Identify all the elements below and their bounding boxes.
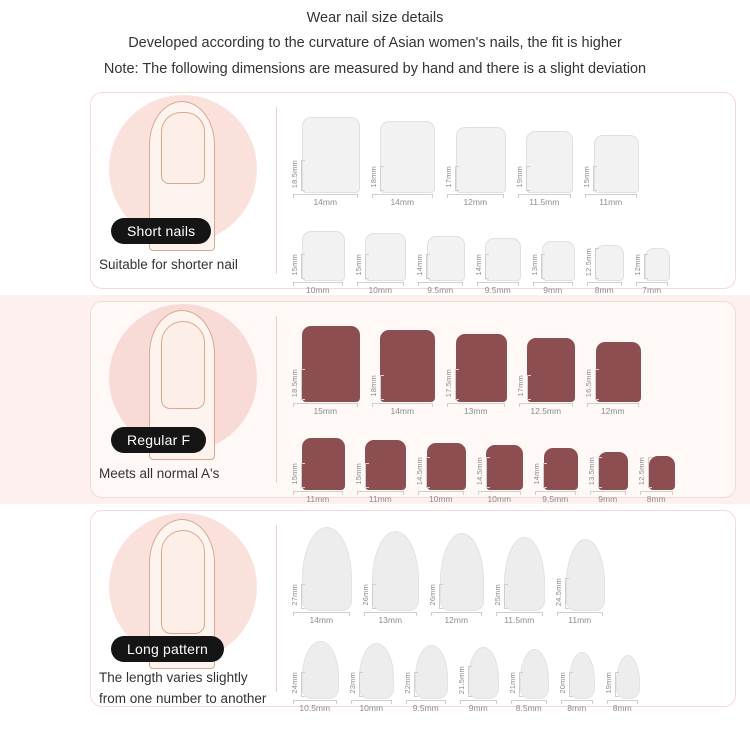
nail-tip xyxy=(569,652,595,699)
size-cell xyxy=(531,241,575,295)
nail-width-label: 9.5mm xyxy=(427,285,454,296)
size-cell xyxy=(588,452,629,504)
nail-width-label-wrap xyxy=(585,406,641,416)
nail-tip xyxy=(302,641,339,699)
nail-width-label-wrap xyxy=(355,285,407,295)
size-cell xyxy=(370,330,436,416)
size-cell xyxy=(291,117,360,207)
nail-tip xyxy=(440,533,484,611)
nail-tip xyxy=(365,440,406,490)
nail-width-label-wrap xyxy=(517,406,576,416)
nail-tip xyxy=(527,338,575,402)
nail-width-label: 9.5mm xyxy=(542,494,569,505)
badge-regular-nails: Regular F xyxy=(111,427,206,453)
page-title: Wear nail size details xyxy=(306,10,444,26)
nail-height-label: 13mm xyxy=(530,254,539,277)
nail-tip xyxy=(302,438,345,490)
nail-width-label-wrap xyxy=(349,703,395,713)
nail-tip xyxy=(596,342,641,402)
nail-width-label-wrap xyxy=(585,285,625,295)
nail-tip xyxy=(485,238,521,281)
size-row xyxy=(291,103,727,207)
nail-height-label: 27mm xyxy=(290,584,299,607)
nail-width-label-wrap xyxy=(291,494,345,504)
nail-tip xyxy=(520,649,549,699)
nail-height-label: 24.5mm xyxy=(554,577,563,607)
nail-width-label-wrap xyxy=(362,615,420,625)
nail-width-label-wrap xyxy=(476,494,524,504)
nail-width-label: 14mm xyxy=(313,197,338,208)
size-cell xyxy=(516,131,574,207)
nail-width-label: 12.5mm xyxy=(530,406,562,417)
nail-width-label: 14mm xyxy=(390,406,415,417)
size-row xyxy=(291,422,727,504)
nail-width-label-wrap xyxy=(494,615,546,625)
nail-height-label: 19mm xyxy=(604,672,613,695)
nail-height-label: 25mm xyxy=(492,584,502,607)
nail-tip xyxy=(427,443,466,490)
size-row xyxy=(291,631,727,713)
size-cell xyxy=(291,231,345,295)
regular-nails-card xyxy=(90,301,736,505)
nail-width-label-wrap xyxy=(509,703,549,713)
nail-tip xyxy=(380,121,435,193)
nail-width-label-wrap xyxy=(291,703,339,713)
size-cell xyxy=(475,238,522,295)
nail-height-label: 14mm xyxy=(473,254,483,277)
nail-width-label: 13mm xyxy=(378,615,403,626)
nail-width-label: 9.5mm xyxy=(412,703,439,714)
size-cell xyxy=(585,245,625,295)
nail-width-label: 14mm xyxy=(309,615,334,626)
caption-long-nails-line2: from one number to another xyxy=(99,691,267,707)
nail-width-label-wrap xyxy=(291,285,345,295)
size-cell xyxy=(445,334,507,416)
nail-width-label: 9mm xyxy=(598,494,618,505)
nail-height-label: 18mm xyxy=(368,166,378,189)
size-cell xyxy=(291,527,352,625)
short-nails-size-grid xyxy=(277,93,735,296)
nail-height-label: 21.5mm xyxy=(456,665,466,695)
nail-width-label: 10mm xyxy=(359,703,384,714)
size-cell xyxy=(291,326,360,416)
nail-tip xyxy=(544,448,578,490)
size-row xyxy=(291,312,727,416)
nail-tip xyxy=(526,131,573,193)
nail-tip xyxy=(542,241,575,281)
nail-width-label-wrap xyxy=(516,197,574,207)
nail-height-label: 19mm xyxy=(514,166,524,189)
size-cell xyxy=(585,342,641,416)
nail-tip xyxy=(302,117,360,193)
nail-width-label-wrap xyxy=(355,494,407,504)
nail-height-label: 21mm xyxy=(508,672,517,695)
nail-height-label: 17mm xyxy=(515,375,525,398)
nail-height-label: 12.5mm xyxy=(637,456,646,486)
nail-width-label-wrap xyxy=(416,285,465,295)
size-cell xyxy=(509,649,549,713)
nail-height-label: 26mm xyxy=(428,584,437,607)
nail-tip xyxy=(359,643,394,699)
header-subtitle: Developed according to the curvature of Asian women's nails, the fit is higher xyxy=(128,35,622,52)
size-row xyxy=(291,213,727,295)
size-cell xyxy=(605,655,640,713)
caption-regular-nails: Meets all normal A's xyxy=(99,466,220,482)
nail-width-label: 14mm xyxy=(390,197,415,208)
nail-shape-long xyxy=(161,530,205,634)
size-cell xyxy=(416,443,466,504)
nail-width-label: 11.5mm xyxy=(529,197,560,208)
nail-tip xyxy=(456,127,506,193)
badge-long-nails: Long pattern xyxy=(111,636,224,662)
size-cell xyxy=(533,448,578,504)
nail-tip xyxy=(365,233,406,281)
size-cell xyxy=(362,531,420,625)
header-note: Note: The following dimensions are measured by hand and there is a slight deviation xyxy=(103,60,647,77)
nail-height-label: 12mm xyxy=(633,254,642,277)
nail-width-label-wrap xyxy=(559,703,596,713)
size-cell xyxy=(494,537,546,625)
nail-width-label: 8mm xyxy=(646,494,666,505)
short-nails-illustration xyxy=(91,93,276,288)
nail-tip xyxy=(302,231,345,281)
page-header xyxy=(0,0,750,86)
nail-height-label: 15mm xyxy=(353,254,363,277)
caption-short-nails: Suitable for shorter nail xyxy=(99,257,238,273)
size-cell xyxy=(404,645,448,713)
size-cell xyxy=(638,455,675,504)
nail-width-label-wrap xyxy=(605,703,640,713)
size-row xyxy=(291,521,727,625)
nail-width-label-wrap xyxy=(555,615,605,625)
nail-height-label: 17.5mm xyxy=(444,368,453,398)
size-cell xyxy=(445,127,506,207)
nail-height-label: 22mm xyxy=(403,672,412,695)
nail-width-label-wrap xyxy=(445,406,507,416)
nail-width-label-wrap xyxy=(370,197,436,207)
nail-width-label-wrap xyxy=(588,494,629,504)
nail-width-label: 10mm xyxy=(305,285,330,296)
nail-height-label: 13.5mm xyxy=(586,456,596,486)
nail-tip xyxy=(616,655,640,699)
size-cell xyxy=(291,438,345,504)
nail-width-label: 11mm xyxy=(306,494,330,505)
badge-short-nails: Short nails xyxy=(111,218,211,244)
size-cell xyxy=(370,121,436,207)
nail-width-label-wrap xyxy=(370,406,436,416)
nail-width-label-wrap xyxy=(416,494,466,504)
nail-tip xyxy=(415,645,448,699)
nail-width-label: 10.5mm xyxy=(299,703,331,714)
nail-tip xyxy=(372,531,419,611)
nail-width-label: 13mm xyxy=(463,406,488,417)
nail-height-label: 24mm xyxy=(290,672,299,695)
nail-width-label: 8.5mm xyxy=(515,703,542,714)
nail-tip xyxy=(486,445,523,490)
size-cell xyxy=(559,652,596,713)
size-cell xyxy=(555,539,605,625)
nail-width-label-wrap xyxy=(475,285,522,295)
size-cell xyxy=(349,643,395,713)
size-cell xyxy=(458,647,500,713)
nail-tip xyxy=(302,326,360,402)
nail-width-label: 11.5mm xyxy=(504,615,535,626)
nail-width-label: 15mm xyxy=(313,406,338,417)
nail-width-label-wrap xyxy=(638,494,675,504)
nail-shape-short xyxy=(161,112,205,184)
nail-width-label: 12mm xyxy=(444,615,469,626)
nail-width-label-wrap xyxy=(531,285,575,295)
regular-nails-illustration xyxy=(91,302,276,497)
nail-width-label: 7mm xyxy=(642,285,662,296)
nail-width-label-wrap xyxy=(404,703,448,713)
nail-width-label: 9.5mm xyxy=(484,285,511,296)
nail-tip xyxy=(427,236,465,281)
nail-height-label: 15mm xyxy=(290,463,299,486)
nail-height-label: 18.5mm xyxy=(290,159,299,189)
nail-height-label: 23mm xyxy=(347,672,357,695)
size-cell xyxy=(291,641,339,713)
nail-height-label: 15mm xyxy=(353,463,363,486)
nail-width-label: 10mm xyxy=(487,494,512,505)
size-cell xyxy=(476,445,524,504)
nail-tip xyxy=(598,452,628,490)
nail-width-label: 11mm xyxy=(599,197,623,208)
nail-tip xyxy=(649,456,675,490)
nail-width-label: 8mm xyxy=(612,703,632,714)
nail-height-label: 20mm xyxy=(557,672,567,695)
nail-width-label: 9mm xyxy=(543,285,563,296)
nail-width-label: 11mm xyxy=(368,494,392,505)
size-cell xyxy=(634,248,670,295)
caption-long-nails-line1: The length varies slightly xyxy=(99,670,248,686)
size-cell xyxy=(355,440,407,504)
nail-width-label-wrap xyxy=(291,406,360,416)
nail-width-label-wrap xyxy=(291,615,352,625)
nail-height-label: 15mm xyxy=(290,254,299,277)
size-cell xyxy=(517,338,576,416)
nail-height-label: 14.5mm xyxy=(474,456,484,486)
nail-height-label: 14mm xyxy=(532,463,541,486)
nail-width-label-wrap xyxy=(583,197,639,207)
long-nails-illustration xyxy=(91,511,276,706)
nail-width-label: 11mm xyxy=(568,615,592,626)
nail-tip xyxy=(595,245,624,281)
nail-tip xyxy=(504,537,545,611)
nail-height-label: 14mm xyxy=(415,254,424,277)
nail-height-label: 18mm xyxy=(368,375,378,398)
section-long-nails xyxy=(0,504,750,713)
nail-tip xyxy=(645,248,670,281)
nail-width-label: 9mm xyxy=(468,703,488,714)
nail-width-label-wrap xyxy=(291,197,360,207)
regular-nails-size-grid xyxy=(277,302,735,505)
section-short-nails xyxy=(0,86,750,295)
nail-width-label-wrap xyxy=(634,285,670,295)
nail-height-label: 26mm xyxy=(360,584,370,607)
nail-width-label: 8mm xyxy=(594,285,614,296)
nail-height-label: 16.5mm xyxy=(584,368,593,398)
nail-height-label: 15mm xyxy=(582,166,591,189)
nail-width-label: 12mm xyxy=(463,197,488,208)
nail-width-label-wrap xyxy=(458,703,500,713)
nail-width-label: 10mm xyxy=(428,494,453,505)
long-nails-size-grid xyxy=(277,511,735,714)
nail-height-label: 14.5mm xyxy=(415,456,424,486)
nail-width-label: 10mm xyxy=(368,285,393,296)
short-nails-card xyxy=(90,92,736,296)
nail-width-label: 12mm xyxy=(600,406,625,417)
nail-tip xyxy=(566,539,605,611)
nail-tip xyxy=(380,330,435,402)
nail-tip xyxy=(456,334,507,402)
nail-tip xyxy=(594,135,639,193)
size-cell xyxy=(355,233,407,295)
nail-width-label: 8mm xyxy=(567,703,587,714)
nail-height-label: 12.5mm xyxy=(583,247,593,277)
nail-height-label: 18.5mm xyxy=(290,368,299,398)
nail-tip xyxy=(302,527,352,611)
nail-shape-regular xyxy=(161,321,205,409)
nail-height-label: 17mm xyxy=(444,166,453,189)
size-cell xyxy=(583,135,639,207)
size-cell xyxy=(429,533,484,625)
section-regular-nails xyxy=(0,295,750,504)
nail-width-label-wrap xyxy=(445,197,506,207)
size-cell xyxy=(416,236,465,295)
nail-width-label-wrap xyxy=(429,615,484,625)
nail-tip xyxy=(468,647,499,699)
nail-width-label-wrap xyxy=(533,494,578,504)
long-nails-card xyxy=(90,510,736,714)
